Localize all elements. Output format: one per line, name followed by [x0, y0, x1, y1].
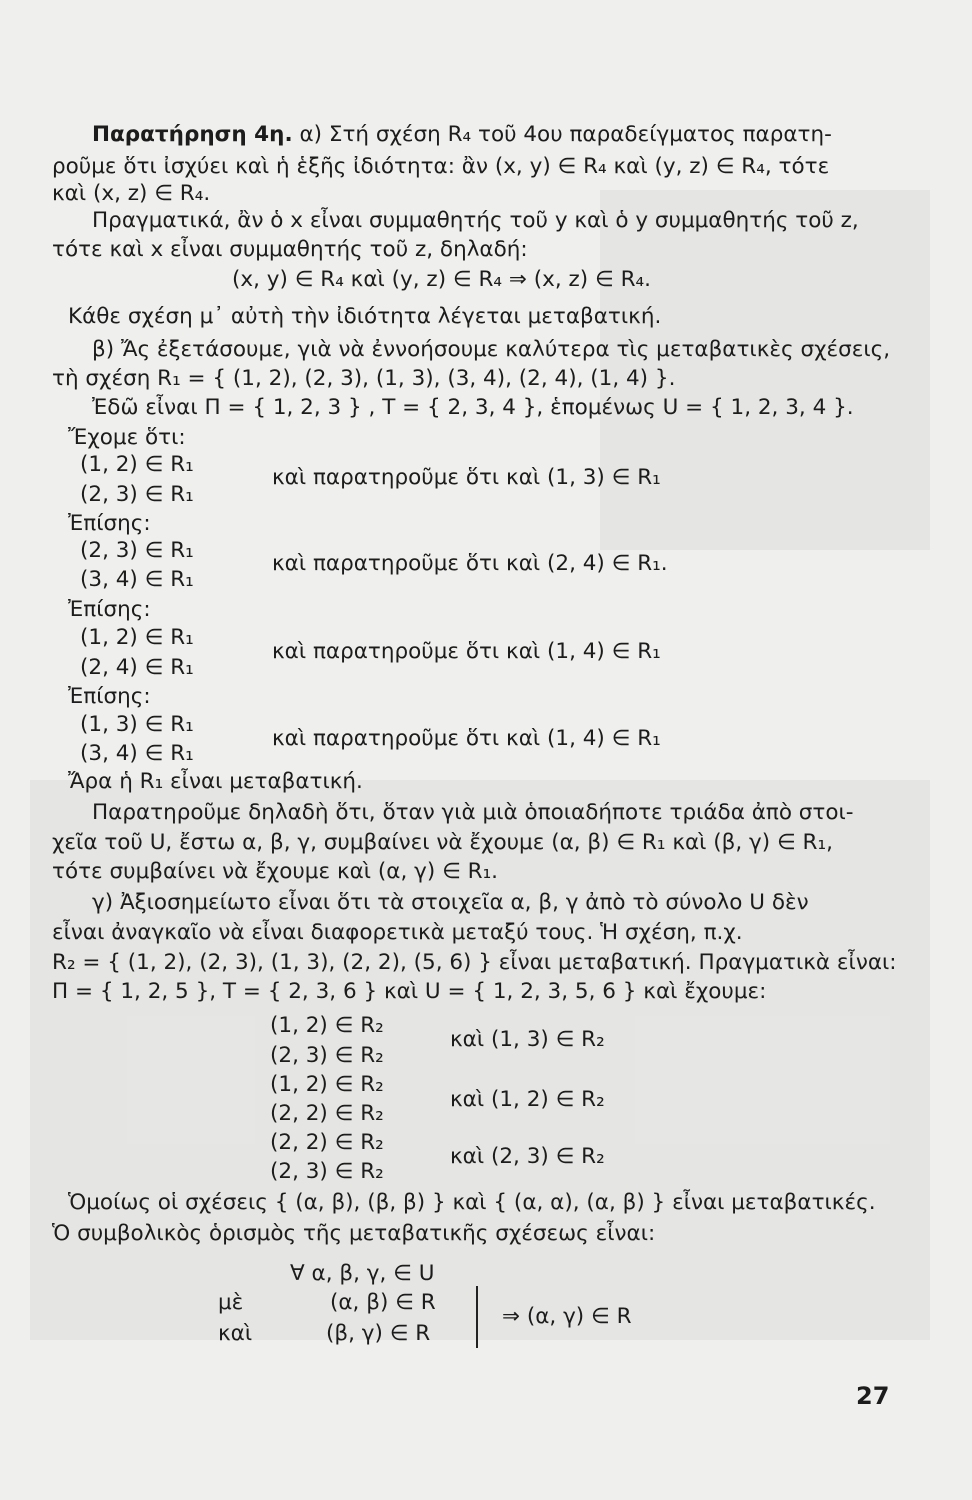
observation-line-3: καὶ (x, z) ∈ R₄. — [52, 181, 211, 206]
observation-line-1 — [92, 121, 832, 149]
pair-formula: (2, 3) ∈ R₂ — [270, 1043, 384, 1068]
also-label: Ἐπίσης: — [68, 511, 151, 536]
observation-text: α) Στή σχέση R₄ τοῦ 4ου παραδείγματος παρατη- — [299, 122, 832, 147]
pair-formula: (2, 3) ∈ R₁ — [80, 538, 194, 563]
gamma-line-1: γ) Ἀξιοσημείωτο εἶναι ὅτι τὰ στοιχεῖα α, β, γ ἀπὸ τὸ σύνολο U δὲν — [92, 890, 809, 915]
pair-result: καὶ (1, 3) ∈ R₂ — [450, 1027, 605, 1052]
gamma-line-4: Π = { 1, 2, 5 }, T = { 2, 3, 6 } καὶ U = { 1, 2, 3, 5, 6 } καὶ ἔχουμε: — [52, 979, 767, 1004]
example-line-4: Ἔχομε ὅτι: — [68, 425, 186, 450]
pair-formula: (3, 4) ∈ R₁ — [80, 741, 194, 766]
pair-formula: (2, 3) ∈ R₁ — [80, 482, 194, 507]
condition-2: (β, γ) ∈ R — [326, 1321, 431, 1346]
example-line-3: Ἐδῶ εἶναι Π = { 1, 2, 3 } , T = { 2, 3, 4 }, ἑπομένως U = { 1, 2, 3, 4 }. — [92, 395, 854, 420]
pair-result: καὶ παρατηροῦμε ὅτι καὶ (1, 4) ∈ R₁ — [272, 726, 661, 751]
pair-formula: (1, 3) ∈ R₁ — [80, 712, 194, 737]
pair-result: καὶ παρατηροῦμε ὅτι καὶ (2, 4) ∈ R₁. — [272, 551, 668, 576]
pair-result: καὶ (2, 3) ∈ R₂ — [450, 1144, 605, 1169]
also-label: Ἐπίσης: — [68, 684, 151, 709]
with-word: μὲ — [218, 1290, 244, 1315]
symbolic-line: Ὁ συμβολικὸς ὁρισμὸς τῆς μεταβατικῆς σχέσεως εἶναι: — [52, 1221, 656, 1246]
remark-line-1: Παρατηροῦμε δηλαδὴ ὅτι, ὅταν γιὰ μιὰ ὁποιαδήποτε τριάδα ἀπὸ στοι- — [92, 800, 854, 825]
observation-title: Παρατήρηση 4η. — [92, 122, 293, 147]
remark-line-2: χεῖα τοῦ U, ἔστω α, β, γ, συμβαίνει νὰ ἔχουμε (α, β) ∈ R₁ καὶ (β, γ) ∈ R₁, — [52, 830, 833, 855]
pair-result: καὶ παρατηροῦμε ὅτι καὶ (1, 3) ∈ R₁ — [272, 465, 661, 490]
pair-formula: (2, 4) ∈ R₁ — [80, 655, 194, 680]
proof-line-1: Πραγματικά, ἂν ὁ x εἶναι συμμαθητής τοῦ y καὶ ὁ y συμμαθητής τοῦ z, — [92, 208, 859, 233]
page-number: 27 — [856, 1382, 890, 1410]
gamma-line-3: R₂ = { (1, 2), (2, 3), (1, 3), (2, 2), (5, 6) } εἶναι μεταβατική. Πραγματικὰ εἶναι: — [52, 950, 897, 975]
condition-1: (α, β) ∈ R — [330, 1290, 436, 1315]
proof-line-2: τότε καὶ x εἶναι συμμαθητής τοῦ z, δηλαδή: — [52, 237, 528, 262]
pair-formula: (2, 2) ∈ R₂ — [270, 1101, 384, 1126]
observation-line-2: ροῦμε ὅτι ἰσχύει καὶ ἡ ἑξῆς ἰδιότητα: ἂν (x, y) ∈ R₄ καὶ (y, z) ∈ R₄, τότε — [52, 154, 830, 179]
pair-formula: (3, 4) ∈ R₁ — [80, 567, 194, 592]
forall-quantifier: ∀ α, β, γ, ∈ U — [290, 1261, 435, 1286]
pair-result: καὶ παρατηροῦμε ὅτι καὶ (1, 4) ∈ R₁ — [272, 639, 661, 664]
pair-formula: (2, 2) ∈ R₂ — [270, 1130, 384, 1155]
similar-line: Ὁμοίως οἱ σχέσεις { (α, β), (β, β) } καὶ { (α, α), (α, β) } εἶναι μεταβατικές. — [68, 1190, 876, 1215]
example-line-2: τὴ σχέση R₁ = { (1, 2), (2, 3), (1, 3), (3, 4), (2, 4), (1, 4) }. — [52, 366, 676, 391]
conclusion-line: Ἄρα ἡ R₁ εἶναι μεταβατική. — [68, 769, 363, 794]
proof-formula: (x, y) ∈ R₄ καὶ (y, z) ∈ R₄ ⇒ (x, z) ∈ R₄. — [232, 267, 651, 292]
pair-formula: (2, 3) ∈ R₂ — [270, 1159, 384, 1184]
pair-formula: (1, 2) ∈ R₁ — [80, 452, 194, 477]
pair-result: καὶ (1, 2) ∈ R₂ — [450, 1087, 605, 1112]
pair-formula: (1, 2) ∈ R₂ — [270, 1072, 384, 1097]
pair-formula: (1, 2) ∈ R₁ — [80, 625, 194, 650]
pair-formula: (1, 2) ∈ R₂ — [270, 1013, 384, 1038]
remark-line-3: τότε συμβαίνει νὰ ἔχουμε καὶ (α, γ) ∈ R₁. — [52, 859, 499, 884]
gamma-line-2: εἶναι ἀναγκαῖο νὰ εἶναι διαφορετικὰ μεταξύ τους. Ἡ σχέση, π.χ. — [52, 920, 743, 945]
also-label: Ἐπίσης: — [68, 597, 151, 622]
definition-sentence: Κάθε σχέση μ᾽ αὐτὴ τὴν ἰδιότητα λέγεται μεταβατική. — [68, 304, 662, 329]
example-line-1: β) Ἄς ἐξετάσουμε, γιὰ νὰ ἐννοήσουμε καλύτερα τὶς μεταβατικὲς σχέσεις, — [92, 337, 891, 362]
implication: ⇒ (α, γ) ∈ R — [502, 1304, 632, 1329]
brace-bar — [476, 1286, 478, 1348]
and-word: καὶ — [218, 1321, 253, 1346]
